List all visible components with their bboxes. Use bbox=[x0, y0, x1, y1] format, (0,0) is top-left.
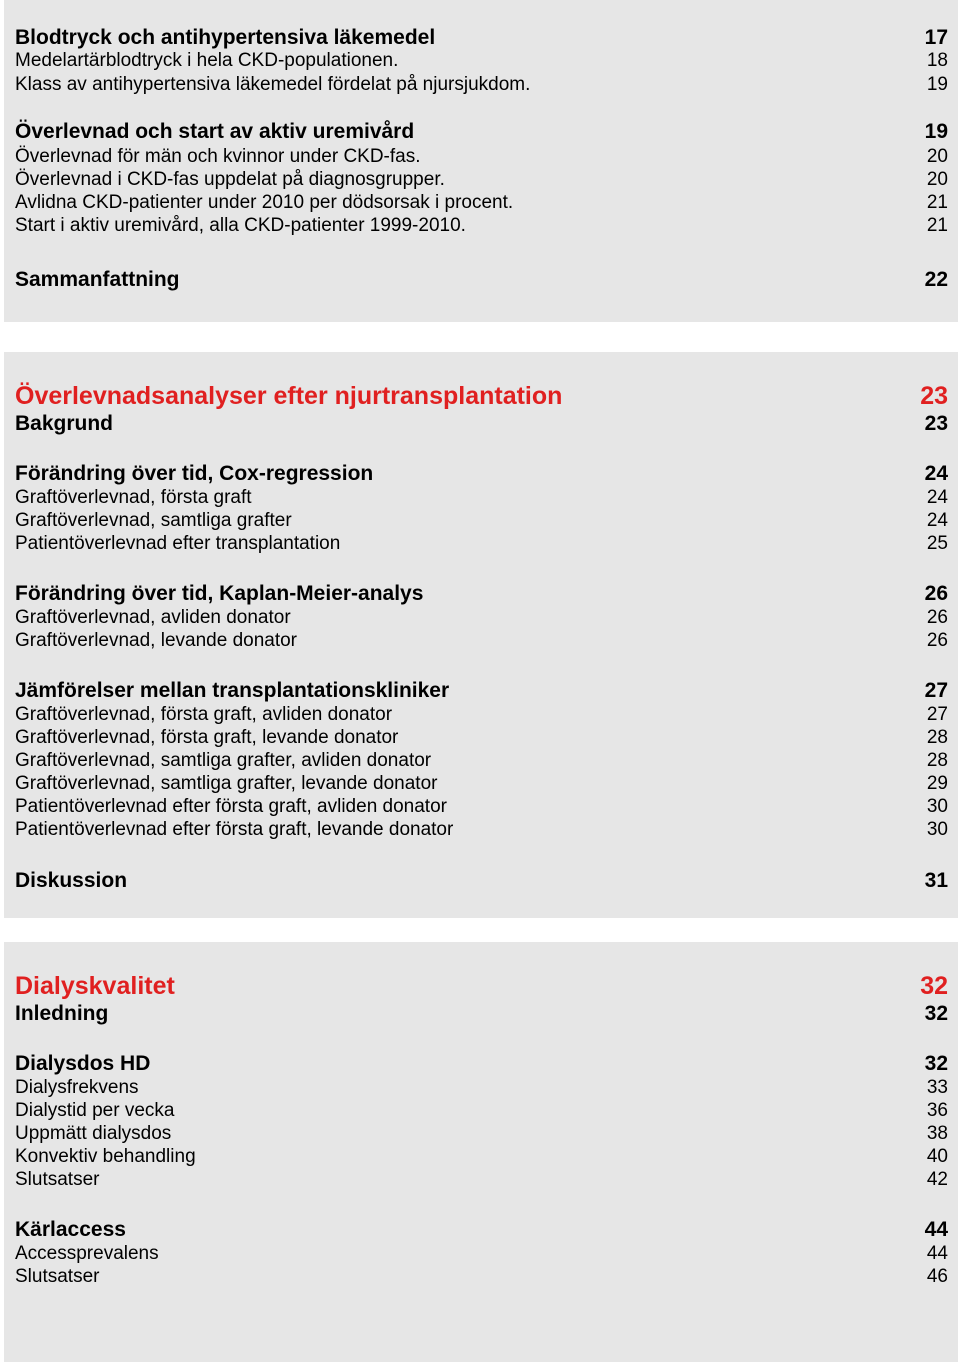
entry-page: 38 bbox=[926, 1123, 948, 1144]
toc-entry[interactable] bbox=[15, 607, 948, 629]
toc-entry[interactable] bbox=[15, 50, 948, 72]
toc-entry[interactable] bbox=[15, 510, 948, 532]
entry-page: 21 bbox=[926, 215, 948, 236]
toc-entry[interactable] bbox=[15, 1266, 948, 1288]
entry-page: 36 bbox=[926, 1100, 948, 1121]
toc-entry[interactable] bbox=[15, 750, 948, 772]
entry-page: 32 bbox=[924, 1002, 948, 1025]
toc-entry[interactable] bbox=[15, 169, 948, 191]
toc-section-1 bbox=[4, 0, 958, 322]
entry-title: Start i aktiv uremivård, alla CKD-patienter 1999-2010. bbox=[15, 215, 466, 236]
toc-entry[interactable] bbox=[15, 1218, 948, 1242]
entry-title: Jämförelser mellan transplantationskliniker bbox=[15, 679, 450, 702]
toc-entry[interactable] bbox=[15, 1077, 948, 1099]
entry-title: Patientöverlevnad efter första graft, levande donator bbox=[15, 819, 454, 840]
entry-page: 28 bbox=[926, 750, 948, 771]
entry-page: 19 bbox=[924, 120, 948, 143]
toc-entry[interactable] bbox=[15, 1052, 948, 1076]
toc-entry[interactable] bbox=[15, 412, 948, 436]
entry-page: 24 bbox=[926, 510, 948, 531]
toc-entry[interactable] bbox=[15, 26, 948, 50]
entry-title: Graftöverlevnad, första graft, avliden donator bbox=[15, 704, 393, 725]
entry-title: Dialysdos HD bbox=[15, 1052, 151, 1075]
entry-title: Graftöverlevnad, samtliga grafter, levande donator bbox=[15, 773, 438, 794]
toc-entry[interactable] bbox=[15, 487, 948, 509]
toc-entry[interactable] bbox=[15, 1146, 948, 1168]
chapter-heading[interactable] bbox=[15, 382, 948, 410]
toc-entry[interactable] bbox=[15, 533, 948, 555]
entry-page: 22 bbox=[924, 268, 948, 291]
entry-page: 24 bbox=[924, 462, 948, 485]
entry-page: 23 bbox=[924, 412, 948, 435]
entry-page: 26 bbox=[924, 582, 948, 605]
entry-title: Förändring över tid, Kaplan-Meier-analys bbox=[15, 582, 424, 605]
entry-page: 20 bbox=[926, 169, 948, 190]
entry-page: 26 bbox=[926, 607, 948, 628]
entry-page: 40 bbox=[926, 1146, 948, 1167]
chapter-page: 23 bbox=[920, 382, 948, 410]
toc-entry[interactable] bbox=[15, 796, 948, 818]
entry-page: 24 bbox=[926, 487, 948, 508]
entry-page: 26 bbox=[926, 630, 948, 651]
toc-section-2 bbox=[4, 352, 958, 918]
toc-entry[interactable] bbox=[15, 1002, 948, 1026]
entry-page: 42 bbox=[926, 1169, 948, 1190]
toc-entry[interactable] bbox=[15, 268, 948, 292]
entry-title: Förändring över tid, Cox-regression bbox=[15, 462, 374, 485]
entry-title: Graftöverlevnad, samtliga grafter bbox=[15, 510, 292, 531]
toc-entry[interactable] bbox=[15, 679, 948, 703]
entry-title: Överlevnad och start av aktiv uremivård bbox=[15, 120, 415, 143]
entry-title: Diskussion bbox=[15, 869, 128, 892]
entry-page: 30 bbox=[926, 796, 948, 817]
toc-entry[interactable] bbox=[15, 74, 948, 96]
entry-title: Graftöverlevnad, levande donator bbox=[15, 630, 298, 651]
toc-entry[interactable] bbox=[15, 582, 948, 606]
entry-title: Graftöverlevnad, första graft bbox=[15, 487, 252, 508]
toc-entry[interactable] bbox=[15, 727, 948, 749]
toc-entry[interactable] bbox=[15, 773, 948, 795]
entry-page: 25 bbox=[926, 533, 948, 554]
toc-entry[interactable] bbox=[15, 1100, 948, 1122]
entry-title: Dialystid per vecka bbox=[15, 1100, 175, 1121]
toc-entry[interactable] bbox=[15, 192, 948, 214]
entry-title: Överlevnad i CKD-fas uppdelat på diagnosgrupper. bbox=[15, 169, 445, 190]
toc-entry[interactable] bbox=[15, 1123, 948, 1145]
entry-page: 27 bbox=[924, 679, 948, 702]
entry-page: 31 bbox=[924, 869, 948, 892]
entry-page: 46 bbox=[926, 1266, 948, 1287]
entry-title: Accessprevalens bbox=[15, 1243, 159, 1264]
entry-page: 27 bbox=[926, 704, 948, 725]
toc-entry[interactable] bbox=[15, 869, 948, 893]
entry-page: 33 bbox=[926, 1077, 948, 1098]
entry-page: 18 bbox=[926, 50, 948, 71]
entry-page: 44 bbox=[924, 1218, 948, 1241]
toc-entry[interactable] bbox=[15, 146, 948, 168]
entry-title: Graftöverlevnad, avliden donator bbox=[15, 607, 291, 628]
entry-page: 32 bbox=[924, 1052, 948, 1075]
toc-entry[interactable] bbox=[15, 704, 948, 726]
entry-title: Patientöverlevnad efter första graft, avliden donator bbox=[15, 796, 447, 817]
chapter-heading[interactable] bbox=[15, 972, 948, 1000]
toc-entry[interactable] bbox=[15, 215, 948, 237]
entry-title: Slutsatser bbox=[15, 1169, 100, 1190]
chapter-title: Dialyskvalitet bbox=[15, 972, 175, 1000]
entry-title: Sammanfattning bbox=[15, 268, 180, 291]
entry-title: Dialysfrekvens bbox=[15, 1077, 139, 1098]
toc-entry[interactable] bbox=[15, 1169, 948, 1191]
entry-title: Överlevnad för män och kvinnor under CKD-fas. bbox=[15, 146, 421, 167]
toc-entry[interactable] bbox=[15, 630, 948, 652]
entry-title: Uppmätt dialysdos bbox=[15, 1123, 172, 1144]
entry-title: Graftöverlevnad, samtliga grafter, avliden donator bbox=[15, 750, 432, 771]
chapter-page: 32 bbox=[920, 972, 948, 1000]
entry-page: 19 bbox=[926, 74, 948, 95]
entry-title: Graftöverlevnad, första graft, levande donator bbox=[15, 727, 399, 748]
toc-entry[interactable] bbox=[15, 819, 948, 841]
entry-title: Konvektiv behandling bbox=[15, 1146, 196, 1167]
entry-title: Kärlaccess bbox=[15, 1218, 126, 1241]
chapter-title: Överlevnadsanalyser efter njurtransplantation bbox=[15, 382, 563, 410]
toc-entry[interactable] bbox=[15, 1243, 948, 1265]
toc-section-3 bbox=[4, 942, 958, 1362]
entry-title: Avlidna CKD-patienter under 2010 per dödsorsak i procent. bbox=[15, 192, 514, 213]
entry-page: 20 bbox=[926, 146, 948, 167]
entry-title: Patientöverlevnad efter transplantation bbox=[15, 533, 341, 554]
entry-title: Slutsatser bbox=[15, 1266, 100, 1287]
toc-entry[interactable] bbox=[15, 120, 948, 144]
entry-title: Klass av antihypertensiva läkemedel fördelat på njursjukdom. bbox=[15, 74, 531, 95]
entry-page: 17 bbox=[924, 26, 948, 49]
entry-title: Medelartärblodtryck i hela CKD-populationen. bbox=[15, 50, 399, 71]
entry-page: 30 bbox=[926, 819, 948, 840]
entry-page: 28 bbox=[926, 727, 948, 748]
entry-page: 44 bbox=[926, 1243, 948, 1264]
entry-page: 21 bbox=[926, 192, 948, 213]
entry-title: Bakgrund bbox=[15, 412, 114, 435]
entry-title: Inledning bbox=[15, 1002, 109, 1025]
entry-title: Blodtryck och antihypertensiva läkemedel bbox=[15, 26, 436, 49]
toc-entry[interactable] bbox=[15, 462, 948, 486]
entry-page: 29 bbox=[926, 773, 948, 794]
